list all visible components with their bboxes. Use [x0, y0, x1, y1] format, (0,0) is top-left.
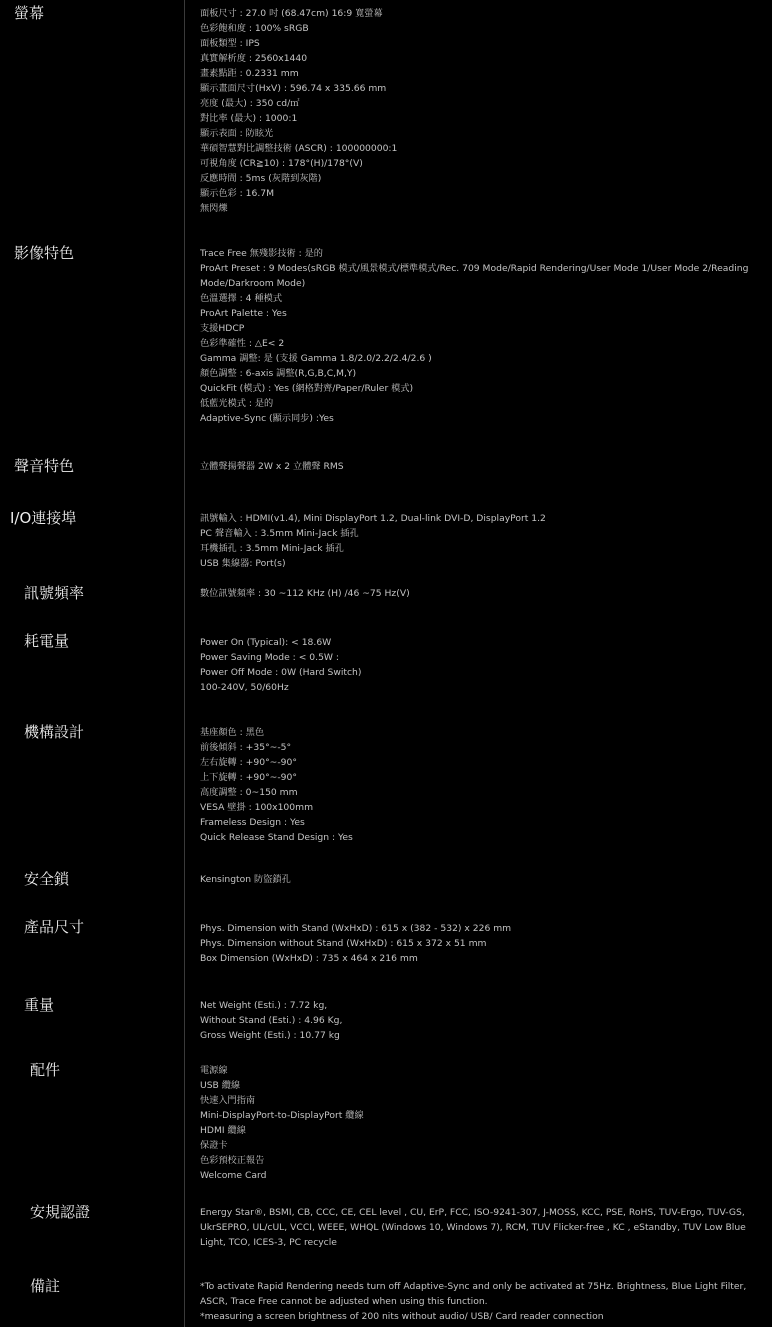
- spec-line: ProArt Preset : 9 Modes(sRGB 模式/風景模式/標準模式/Rec. 709 Mode/Rapid Rendering/User Mode 1/User Mode 2/Reading Mode/Darkroom Mode): [200, 263, 749, 289]
- spec-line: 無閃爍: [200, 203, 228, 214]
- column-divider: [184, 0, 185, 1327]
- spec-line: Mini-DisplayPort-to-DisplayPort 纜線: [200, 1110, 364, 1121]
- spec-value: [200, 921, 768, 966]
- spec-value: [200, 1279, 768, 1324]
- spec-line: Power Saving Mode : < 0.5W :: [200, 652, 340, 663]
- spec-line: 保證卡: [200, 1140, 228, 1151]
- spec-line: 色彩準確性 : △E< 2: [200, 338, 285, 349]
- spec-line: Quick Release Stand Design : Yes: [200, 832, 353, 843]
- spec-line: 顏色調整 : 6-axis 調整(R,G,B,C,M,Y): [200, 368, 357, 379]
- spec-line: 立體聲揚聲器 2W x 2 立體聲 RMS: [200, 461, 344, 472]
- spec-label: 配件: [30, 1061, 61, 1079]
- spec-line: Box Dimension (WxHxD) : 735 x 464 x 216 mm: [200, 953, 418, 964]
- spec-value: [200, 725, 768, 845]
- spec-line: 亮度 (最大) : 350 cd/㎡: [200, 98, 300, 109]
- spec-line: 色彩預校正報告: [200, 1155, 265, 1166]
- spec-value: [200, 998, 768, 1043]
- spec-line: Energy Star®, BSMI, CB, CCC, CE, CEL level , CU, ErP, FCC, ISO-9241-307, J-MOSS, KCC, PSE, RoHS, TUV-Ergo, TUV-GS, UkrSEPRO, UL/cUL, VCCI, WEEE, WHQL (Windows 10, Windows 7), RCM, TUV Flicker-free , KC , eStandby, TUV Low Blue Light, TCO, ICES-3, PC recycle: [200, 1207, 746, 1248]
- spec-line: 支援HDCP: [200, 323, 245, 334]
- spec-line: Net Weight (Esti.) : 7.72 kg,: [200, 1000, 328, 1011]
- spec-label: 訊號頻率: [24, 584, 85, 602]
- spec-line: 顯示色彩 : 16.7M: [200, 188, 275, 199]
- spec-line: 反應時間 : 5ms (灰階到灰階): [200, 173, 322, 184]
- spec-line: 顯示畫面尺寸(HxV) : 596.74 x 335.66 mm: [200, 83, 387, 94]
- spec-line: Adaptive-Sync (顯示同步) :Yes: [200, 413, 334, 424]
- spec-line: 前後傾斜 : +35°~-5°: [200, 742, 292, 753]
- spec-line: 對比率 (最大) : 1000:1: [200, 113, 298, 124]
- spec-line: 華碩智慧對比調整技術 (ASCR) : 100000000:1: [200, 143, 398, 154]
- spec-label: 備註: [30, 1277, 61, 1295]
- spec-line: Gamma 調整: 是 (支援 Gamma 1.8/2.0/2.2/2.4/2.6 ): [200, 353, 432, 364]
- spec-line: Phys. Dimension without Stand (WxHxD) : 615 x 372 x 51 mm: [200, 938, 487, 949]
- spec-line: Gross Weight (Esti.) : 10.77 kg: [200, 1030, 340, 1041]
- spec-label: 耗電量: [24, 632, 70, 650]
- spec-line: 面板類型 : IPS: [200, 38, 260, 49]
- spec-line: 上下旋轉 : +90°~-90°: [200, 772, 297, 783]
- spec-value: [200, 586, 768, 601]
- spec-line: 電源線: [200, 1065, 228, 1076]
- spec-line: 左右旋轉 : +90°~-90°: [200, 757, 297, 768]
- spec-line: USB 集線器: Port(s): [200, 558, 286, 569]
- spec-line: 耳機插孔 : 3.5mm Mini-Jack 插孔: [200, 543, 344, 554]
- spec-value: [200, 246, 768, 426]
- spec-line: VESA 壁掛 : 100x100mm: [200, 802, 314, 813]
- spec-value: [200, 635, 768, 695]
- spec-line: 快速入門指南: [200, 1095, 256, 1106]
- spec-line: HDMI 纜線: [200, 1125, 246, 1136]
- spec-line: 高度調整 : 0~150 mm: [200, 787, 298, 798]
- spec-line: 低藍光模式 : 是的: [200, 398, 274, 409]
- spec-value: [200, 6, 768, 216]
- spec-line: 訊號輸入 : HDMI(v1.4), Mini DisplayPort 1.2, Dual-link DVI-D, DisplayPort 1.2: [200, 513, 546, 524]
- spec-line: Phys. Dimension with Stand (WxHxD) : 615 x (382 - 532) x 226 mm: [200, 923, 512, 934]
- spec-line: Frameless Design : Yes: [200, 817, 305, 828]
- spec-line: Without Stand (Esti.) : 4.96 Kg,: [200, 1015, 343, 1026]
- spec-line: PC 聲音輸入 : 3.5mm Mini-Jack 插孔: [200, 528, 359, 539]
- spec-label: 機構設計: [24, 723, 85, 741]
- spec-line: Trace Free 無殘影技術 : 是的: [200, 248, 323, 259]
- spec-label: 螢幕: [14, 4, 45, 22]
- spec-label: 安規認證: [30, 1203, 91, 1221]
- spec-line: *measuring a screen brightness of 200 nits without audio/ USB/ Card reader connection: [200, 1311, 604, 1322]
- spec-line: 基座顏色 : 黑色: [200, 727, 265, 738]
- spec-label: 聲音特色: [14, 457, 75, 475]
- spec-label: 重量: [24, 996, 55, 1014]
- spec-label: I/O連接埠: [10, 509, 77, 527]
- spec-value: [200, 1205, 768, 1250]
- spec-value: [200, 511, 768, 571]
- spec-line: 色彩飽和度 : 100% sRGB: [200, 23, 309, 34]
- spec-line: Power On (Typical): < 18.6W: [200, 637, 332, 648]
- spec-line: 色溫選擇 : 4 種模式: [200, 293, 283, 304]
- spec-label: 安全鎖: [24, 870, 70, 888]
- spec-line: 真實解析度 : 2560x1440: [200, 53, 308, 64]
- spec-line: *To activate Rapid Rendering needs turn off Adaptive-Sync and only be activated at 75Hz. Brightness, Blue Light Filter, ASCR, Trace Free cannot be adjusted when using this function.: [200, 1281, 747, 1307]
- spec-line: Kensington 防盜鎖孔: [200, 874, 291, 885]
- spec-value: [200, 1063, 768, 1183]
- spec-line: 面板尺寸 : 27.0 吋 (68.47cm) 16:9 寬螢幕: [200, 8, 383, 19]
- spec-value: [200, 872, 768, 887]
- spec-line: QuickFit (模式) : Yes (網格對齊/Paper/Ruler 模式): [200, 383, 414, 394]
- spec-line: 數位訊號頻率 : 30 ~112 KHz (H) /46 ~75 Hz(V): [200, 588, 410, 599]
- spec-label: 產品尺寸: [24, 918, 85, 936]
- spec-line: ProArt Palette : Yes: [200, 308, 287, 319]
- spec-line: 顯示表面 : 防眩光: [200, 128, 274, 139]
- spec-line: 可視角度 (CR≧10) : 178°(H)/178°(V): [200, 158, 363, 169]
- spec-line: Welcome Card: [200, 1170, 267, 1181]
- spec-line: USB 纜線: [200, 1080, 241, 1091]
- spec-value: [200, 459, 768, 474]
- spec-line: 畫素點距 : 0.2331 mm: [200, 68, 299, 79]
- spec-line: 100-240V, 50/60Hz: [200, 682, 289, 693]
- spec-line: Power Off Mode : 0W (Hard Switch): [200, 667, 362, 678]
- spec-label: 影像特色: [14, 244, 75, 262]
